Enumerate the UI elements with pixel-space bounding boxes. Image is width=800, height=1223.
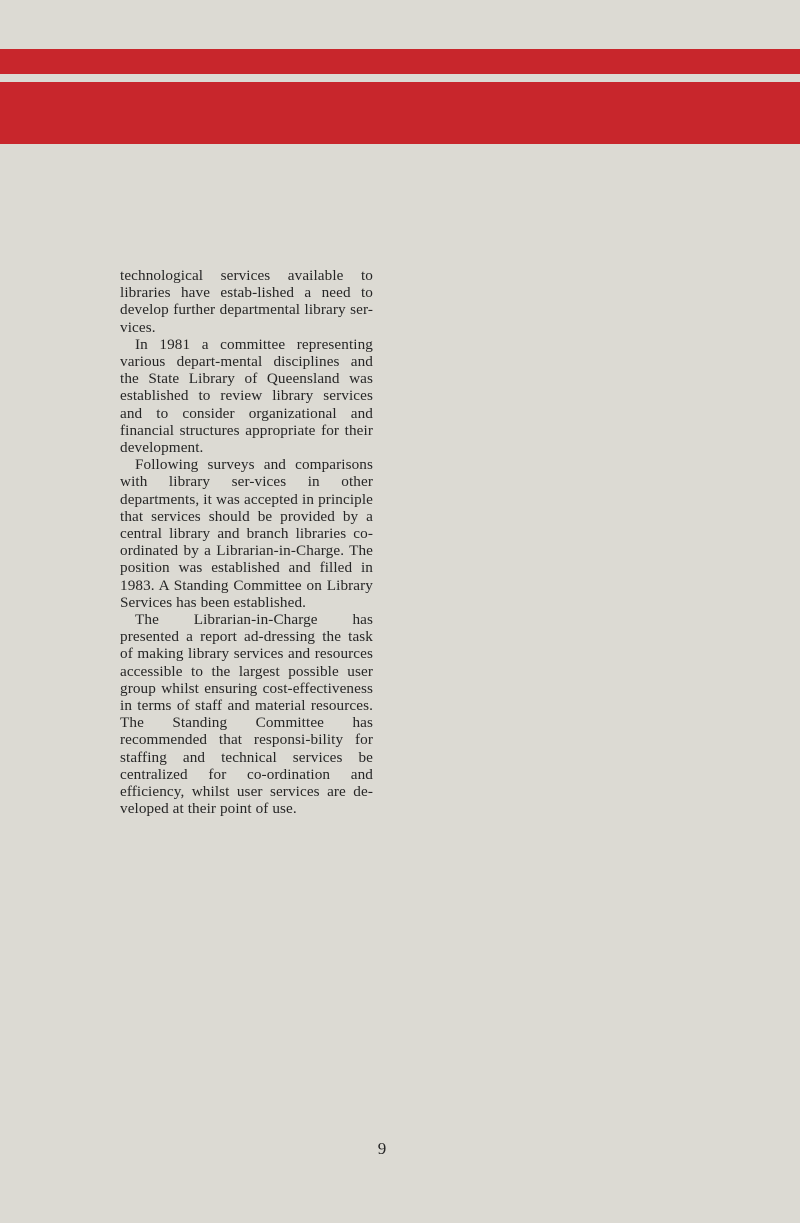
page-number: 9 xyxy=(377,1139,387,1158)
paragraph-report: The Librarian-in-Charge has presented a report ad-dressing the task of making library services and resources accessible to the largest possible user group whilst ensuring cost-effectiveness in terms of staff and material resources. The Standing Committee has recommended that responsi-bility for staffing and technical services be centralized for co-ordination and efficiency, whilst user services are de-veloped at their point of use. xyxy=(120,611,373,818)
body-text-column xyxy=(120,267,373,818)
paragraph-committee: In 1981 a committee representing various depart-mental disciplines and the State Library of Queensland was established to review library services and to consider organizational and financial structures appropriate for their development. xyxy=(120,335,373,457)
paragraph-continuation: technological services available to libraries have estab-lished a need to develop further departmental library ser-vices. xyxy=(120,267,373,336)
paragraph-surveys: Following surveys and comparisons with library ser-vices in other departments, it was accepted in principle that services should be provided by a central library and branch libraries co-ordinated by a Librarian-in-Charge. The position was established and filled in 1983. A Standing Committee on Library Services has been established. xyxy=(120,456,373,611)
header-band-thin xyxy=(0,49,800,74)
header-band-thick xyxy=(0,82,800,144)
